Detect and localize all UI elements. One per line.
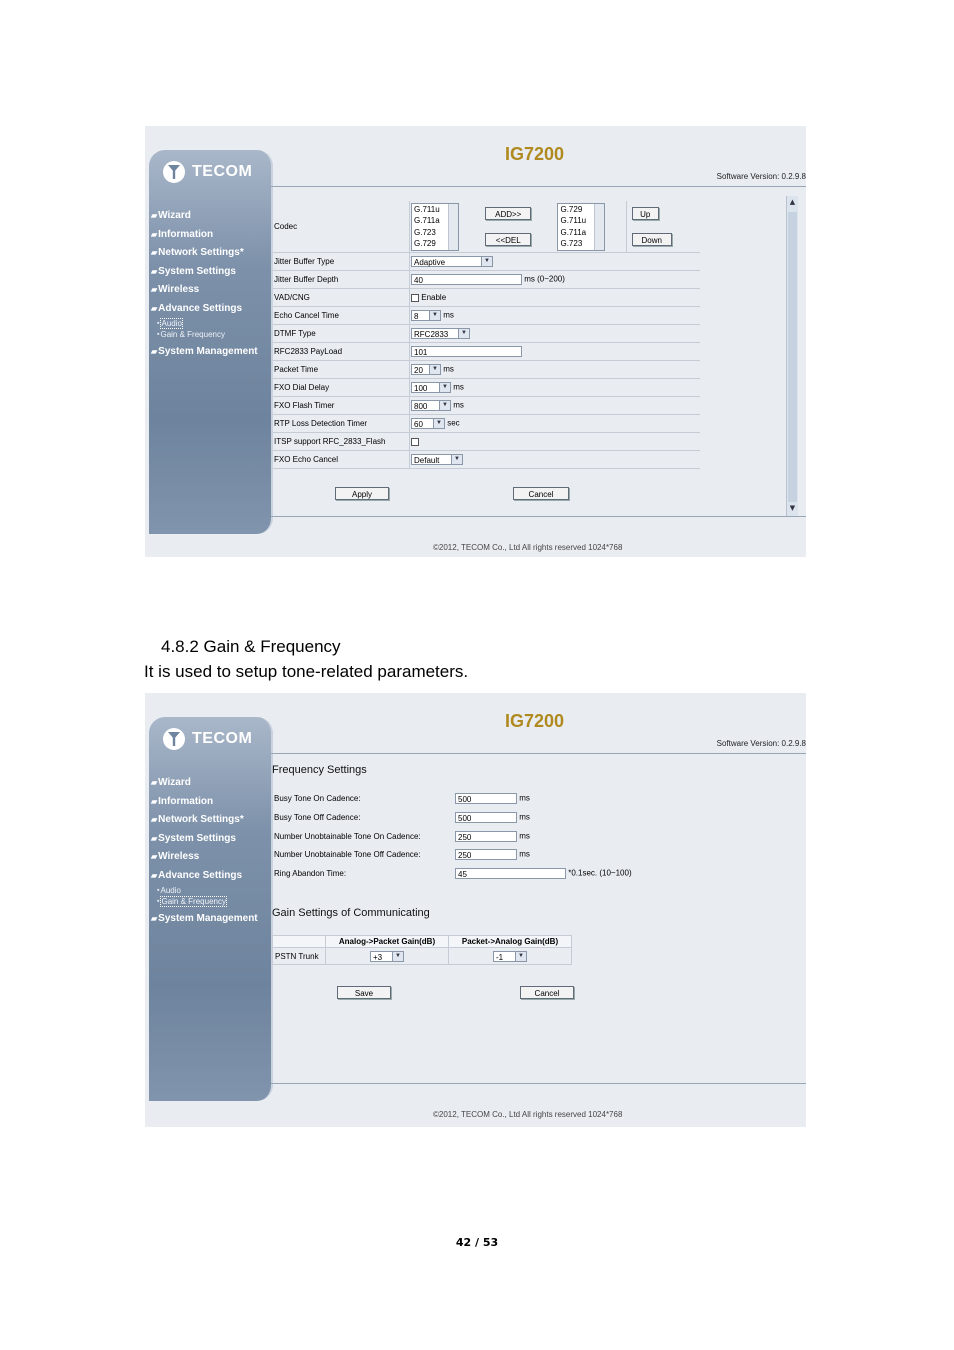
field-label: Busy Tone Off Cadence:	[274, 812, 361, 822]
table-row	[273, 325, 700, 343]
sidebar-subitem-label: Audio	[161, 318, 182, 328]
folder-icon: ▰	[151, 346, 158, 356]
field-label: Packet Time	[273, 361, 410, 379]
page-icon: ▪	[157, 897, 160, 905]
dtmf-type-select[interactable]	[411, 328, 470, 339]
sidebar-item-advance-settings[interactable]	[151, 303, 275, 314]
itsp-rfc2833-flash-checkbox[interactable]	[411, 438, 419, 446]
chevron-down-icon[interactable]: ▼	[458, 329, 469, 338]
folder-icon: ▰	[151, 229, 158, 239]
analog-to-packet-gain-select[interactable]	[370, 951, 404, 962]
field-label: DTMF Type	[273, 325, 410, 343]
row-label: PSTN Trunk	[273, 948, 326, 965]
select-value: 100	[414, 384, 428, 393]
field-label: FXO Echo Cancel	[273, 451, 410, 469]
select-value: -1	[496, 952, 504, 962]
chevron-down-icon[interactable]: ▼	[433, 419, 444, 428]
sidebar-item-network-settings[interactable]	[151, 247, 275, 258]
page-icon: ▪	[157, 886, 160, 894]
sidebar-item-label: Wireless	[158, 851, 200, 863]
select-value: 60	[414, 420, 423, 429]
select-value: Default	[414, 456, 440, 465]
sidebar-item-label: Network Settings*	[158, 814, 244, 826]
frequency-settings-title: Frequency Settings	[272, 764, 367, 776]
field-unit: *0.1sec. (10~100)	[568, 868, 632, 878]
sidebar-item-label: Wizard	[158, 210, 191, 221]
scrollbar-thumb[interactable]	[788, 212, 797, 502]
field-label: Ring Abandon Time:	[274, 868, 347, 878]
table-row	[273, 343, 700, 361]
field-unit: sec	[447, 418, 460, 428]
product-title: IG7200	[505, 711, 565, 731]
tecom-logo-icon	[163, 161, 185, 183]
folder-icon: ▰	[151, 778, 158, 787]
select-value: 8	[414, 312, 419, 321]
list-item[interactable]: G.729	[414, 239, 436, 248]
sidebar-item-system-settings[interactable]	[151, 266, 275, 277]
field-label: Number Unobtainable Tone On Cadence:	[274, 831, 421, 841]
chevron-down-icon[interactable]: ▼	[392, 952, 403, 961]
field-unit: ms	[443, 364, 454, 374]
field-label: ITSP support RFC_2833_Flash	[273, 433, 410, 451]
sidebar-subitem-label: Gain & Frequency	[160, 329, 225, 339]
table-row	[273, 307, 700, 325]
fxo-echo-cancel-select[interactable]	[411, 454, 463, 465]
codec-settings-screenshot	[145, 126, 806, 557]
gain-settings-title: Gain Settings of Communicating	[272, 907, 430, 919]
footer-divider	[271, 516, 806, 517]
sidebar-item-system-management[interactable]	[151, 913, 275, 924]
product-title: IG7200	[505, 144, 565, 164]
page-number: 42 / 53	[455, 1236, 499, 1249]
sidebar-item-wizard[interactable]	[151, 210, 275, 221]
busy-tone-on-input[interactable]: 500	[455, 793, 517, 804]
sidebar-menu	[151, 210, 275, 364]
checkbox-label: Enable	[421, 293, 447, 302]
brand-name: TECOM	[192, 163, 253, 180]
page-icon: ▪	[157, 319, 160, 327]
field-unit: ms	[453, 400, 464, 410]
sidebar	[149, 150, 273, 534]
list-item[interactable]: G.711u	[414, 204, 440, 214]
fxo-dial-delay-select[interactable]	[411, 382, 451, 393]
sidebar-item-system-settings[interactable]	[151, 833, 275, 844]
unobtainable-tone-on-row	[274, 831, 530, 842]
field-unit: ms	[519, 849, 530, 859]
select-value: RFC2833	[414, 330, 449, 339]
delete-codec-button[interactable]: <<DEL	[485, 233, 531, 246]
apply-button[interactable]: Apply	[335, 487, 389, 500]
vad-cng-checkbox[interactable]	[411, 294, 419, 302]
sidebar-item-label: Advance Settings	[158, 302, 243, 314]
sidebar-subitem-label: Gain & Frequency	[161, 896, 226, 906]
section-heading: 4.8.2 Gain & Frequency	[161, 637, 341, 656]
folder-open-icon: ▰	[151, 303, 158, 313]
list-item[interactable]: G.711a	[414, 216, 440, 225]
folder-icon: ▰	[151, 285, 158, 295]
echo-cancel-time-select[interactable]	[411, 310, 441, 321]
sidebar-item-label: System Settings	[158, 832, 236, 844]
chevron-down-icon[interactable]: ▼	[451, 455, 462, 464]
advance-submenu	[151, 885, 275, 907]
chevron-down-icon[interactable]: ▼	[789, 504, 796, 512]
save-button[interactable]: Save	[337, 986, 391, 999]
ring-abandon-time-input[interactable]: 45	[455, 868, 566, 879]
table-row	[273, 415, 700, 433]
chevron-down-icon[interactable]: ▼	[429, 311, 440, 320]
move-up-button[interactable]: Up	[632, 207, 659, 220]
fxo-flash-timer-select[interactable]	[411, 400, 451, 411]
cancel-button[interactable]: Cancel	[513, 487, 569, 500]
jitter-buffer-type-select[interactable]	[411, 256, 493, 267]
chevron-down-icon[interactable]: ▼	[515, 952, 526, 961]
sidebar-item-label: Information	[158, 228, 214, 240]
sidebar-item-label: Wizard	[158, 777, 191, 788]
sidebar-menu	[151, 777, 275, 931]
sidebar-item-label: System Settings	[158, 265, 236, 277]
list-item[interactable]: G.729	[560, 204, 583, 214]
list-scrollbar[interactable]	[448, 204, 458, 250]
folder-icon: ▰	[151, 211, 158, 220]
field-label: Number Unobtainable Tone Off Cadence:	[274, 849, 421, 859]
sidebar-item-label: Wireless	[158, 284, 200, 296]
column-header: Packet->Analog Gain(dB)	[449, 936, 572, 948]
select-value: Adaptive	[414, 258, 446, 267]
table-row	[273, 397, 700, 415]
gain-settings-table	[272, 935, 572, 965]
gain-frequency-screenshot	[145, 693, 806, 1127]
select-value: +3	[373, 952, 383, 962]
busy-tone-on-row	[274, 793, 530, 804]
codec-row	[273, 201, 700, 253]
sidebar-item-information[interactable]	[151, 796, 275, 807]
sidebar-item-wireless[interactable]	[151, 284, 275, 295]
up-down-buttons	[632, 207, 672, 246]
chevron-down-icon[interactable]: ▼	[439, 401, 450, 410]
folder-icon: ▰	[151, 833, 158, 843]
packet-time-select[interactable]	[411, 364, 441, 375]
codec-divider	[626, 201, 627, 252]
copyright-footer: ©2012, TECOM Co., Ltd All rights reserved 1024*768	[433, 543, 623, 552]
advance-submenu	[151, 318, 275, 340]
list-item[interactable]: G.723	[414, 227, 436, 237]
sidebar-item-network-settings[interactable]	[151, 814, 275, 825]
tecom-logo-icon	[163, 728, 185, 750]
sidebar-subitem-gain-frequency[interactable]	[157, 896, 275, 907]
brand-name: TECOM	[192, 730, 253, 747]
sidebar-item-label: System Management	[158, 912, 258, 924]
add-codec-button[interactable]: ADD>>	[485, 207, 531, 220]
sidebar-item-label: Information	[158, 795, 214, 807]
field-label: FXO Flash Timer	[273, 397, 410, 415]
column-header: Analog->Packet Gain(dB)	[326, 936, 449, 948]
folder-icon: ▰	[151, 248, 158, 258]
table-row	[273, 271, 700, 289]
content-scrollbar[interactable]	[786, 196, 798, 516]
available-codec-list[interactable]	[411, 203, 459, 251]
sidebar-item-wizard[interactable]	[151, 777, 275, 788]
table-row	[273, 253, 700, 271]
field-label: Busy Tone On Cadence:	[274, 793, 361, 803]
field-unit: ms	[519, 812, 530, 822]
sidebar-subitem-audio[interactable]	[157, 885, 275, 896]
busy-tone-off-row	[274, 812, 530, 823]
table-row	[273, 433, 700, 451]
field-unit: ms (0~200)	[524, 274, 565, 284]
sidebar	[149, 717, 273, 1101]
software-version: Software Version: 0.2.9.8	[716, 172, 806, 181]
header-divider	[271, 753, 806, 754]
packet-to-analog-gain-select[interactable]	[493, 951, 527, 962]
table-row	[273, 289, 700, 307]
sidebar-item-label: System Management	[158, 345, 258, 357]
field-label: VAD/CNG	[273, 289, 410, 307]
field-unit: ms	[453, 382, 464, 392]
field-unit: ms	[519, 831, 530, 841]
folder-icon: ▰	[151, 815, 158, 825]
sidebar-subitem-audio[interactable]	[157, 318, 275, 329]
sidebar-subitem-label: Audio	[160, 885, 181, 895]
field-label: Jitter Buffer Type	[273, 253, 410, 271]
sidebar-item-label: Network Settings*	[158, 247, 244, 259]
chevron-up-icon[interactable]: ▲	[789, 198, 796, 206]
sidebar-item-information[interactable]	[151, 229, 275, 240]
field-label: Jitter Buffer Depth	[273, 271, 410, 289]
busy-tone-off-input[interactable]: 500	[455, 812, 517, 823]
table-row	[273, 361, 700, 379]
select-value: 20	[414, 366, 423, 375]
sidebar-item-label: Advance Settings	[158, 869, 243, 881]
add-del-buttons	[485, 207, 555, 246]
unobtainable-tone-off-input[interactable]: 250	[455, 849, 517, 860]
table-row	[273, 451, 700, 469]
jitter-buffer-depth-input[interactable]: 40	[411, 274, 522, 285]
copyright-footer: ©2012, TECOM Co., Ltd All rights reserved 1024*768	[433, 1110, 623, 1119]
header-divider	[271, 186, 806, 187]
folder-open-icon: ▰	[151, 870, 158, 880]
sidebar-subitem-gain-frequency[interactable]	[157, 329, 275, 340]
chevron-down-icon[interactable]: ▼	[429, 365, 440, 374]
footer-divider	[271, 1083, 806, 1084]
table-header-row	[273, 936, 572, 948]
cancel-button[interactable]: Cancel	[520, 986, 574, 999]
move-down-button[interactable]: Down	[632, 233, 672, 246]
table-header-blank	[273, 936, 326, 948]
field-label: FXO Dial Delay	[273, 379, 410, 397]
sidebar-item-wireless[interactable]	[151, 851, 275, 862]
field-unit: ms	[519, 793, 530, 803]
unobtainable-tone-on-input[interactable]: 250	[455, 831, 517, 842]
field-label: Echo Cancel Time	[273, 307, 410, 325]
chevron-down-icon[interactable]: ▼	[481, 257, 492, 266]
list-item[interactable]: G.711u	[560, 216, 587, 225]
field-label: RFC2833 PayLoad	[273, 343, 410, 361]
audio-settings-form	[273, 201, 700, 469]
folder-icon: ▰	[151, 796, 158, 806]
table-row	[273, 379, 700, 397]
sidebar-item-advance-settings[interactable]	[151, 870, 275, 881]
codec-selector	[410, 201, 701, 253]
folder-icon: ▰	[151, 913, 158, 923]
tecom-logo	[163, 725, 252, 753]
list-scrollbar[interactable]	[594, 204, 604, 250]
section-description: It is used to setup tone-related parameters.	[144, 662, 469, 681]
software-version: Software Version: 0.2.9.8	[716, 739, 806, 748]
tecom-logo	[163, 158, 252, 186]
rtp-loss-timer-select[interactable]	[411, 418, 445, 429]
field-unit: ms	[443, 310, 454, 320]
selected-codec-list[interactable]	[557, 203, 605, 251]
rfc2833-payload-input[interactable]: 101	[411, 346, 522, 357]
field-label: RTP Loss Detection Timer	[273, 415, 410, 433]
list-item[interactable]: G.723	[560, 239, 583, 248]
sidebar-item-system-management[interactable]	[151, 346, 275, 357]
list-item[interactable]: G.711a	[560, 227, 587, 237]
ring-abandon-row	[274, 868, 632, 879]
select-value: 800	[414, 402, 428, 411]
page-icon: ▪	[157, 330, 160, 338]
chevron-down-icon[interactable]: ▼	[439, 383, 450, 392]
folder-icon: ▰	[151, 266, 158, 276]
unobtainable-tone-off-row	[274, 849, 530, 860]
codec-label: Codec	[273, 201, 410, 253]
table-row	[273, 948, 572, 965]
folder-icon: ▰	[151, 852, 158, 862]
